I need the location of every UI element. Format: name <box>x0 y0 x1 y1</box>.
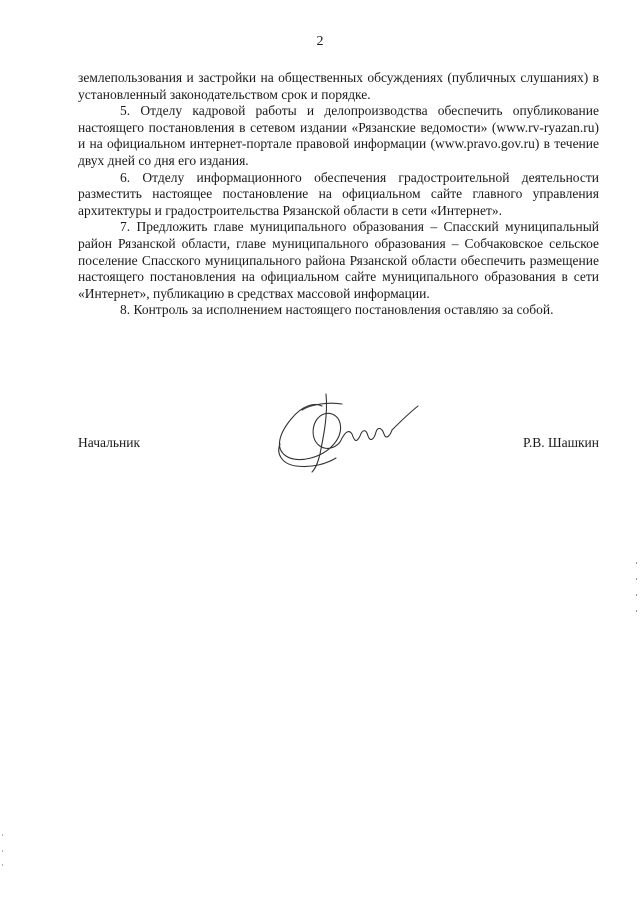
signatory-position: Начальник <box>78 435 141 450</box>
paragraph-continuation: землепользования и застройки на общественных обсуждениях (публичных слушаниях) в установленный законодательством срок и порядке. <box>78 70 599 102</box>
paragraph-item-8: 8. Контроль за исполнением настоящего постановления оставляю за собой. <box>120 302 554 318</box>
document-body <box>78 70 599 319</box>
handwritten-signature <box>262 384 432 479</box>
signature-block <box>78 435 599 455</box>
signatory-name: Р.В. Шашкин <box>523 435 599 450</box>
paragraph-item-6: 6. Отделу информационного обеспечения градостроительной деятельности разместить настоящее постановление на официальном сайте главного управления архитектуры и градостроительства Рязанской области в сети «Интернет». <box>78 169 599 218</box>
scan-edge-marks-left <box>1 830 4 870</box>
page-number: 2 <box>316 34 324 49</box>
paragraph-item-7: 7. Предложить главе муниципального образования – Спасский муниципальный район Рязанской области, главе муниципального образования – Собчаковское сельское поселение Спасского муниципального района Рязанской области обеспечить размещение настоящего постановления на официальном сайте муниципального образования в сети «Интернет», публикацию в средствах массовой информации. <box>78 219 599 301</box>
paragraph-item-5: 5. Отделу кадровой работы и делопроизводства обеспечить опубликование настоящего постановления в сетевом издании «Рязанские ведомости» (www.rv-ryazan.ru) и на официальном интернет-портале правовой информации (www.pravo.gov.ru) в течение двух дней со дня его издания. <box>78 103 599 168</box>
scan-edge-marks <box>635 560 638 620</box>
